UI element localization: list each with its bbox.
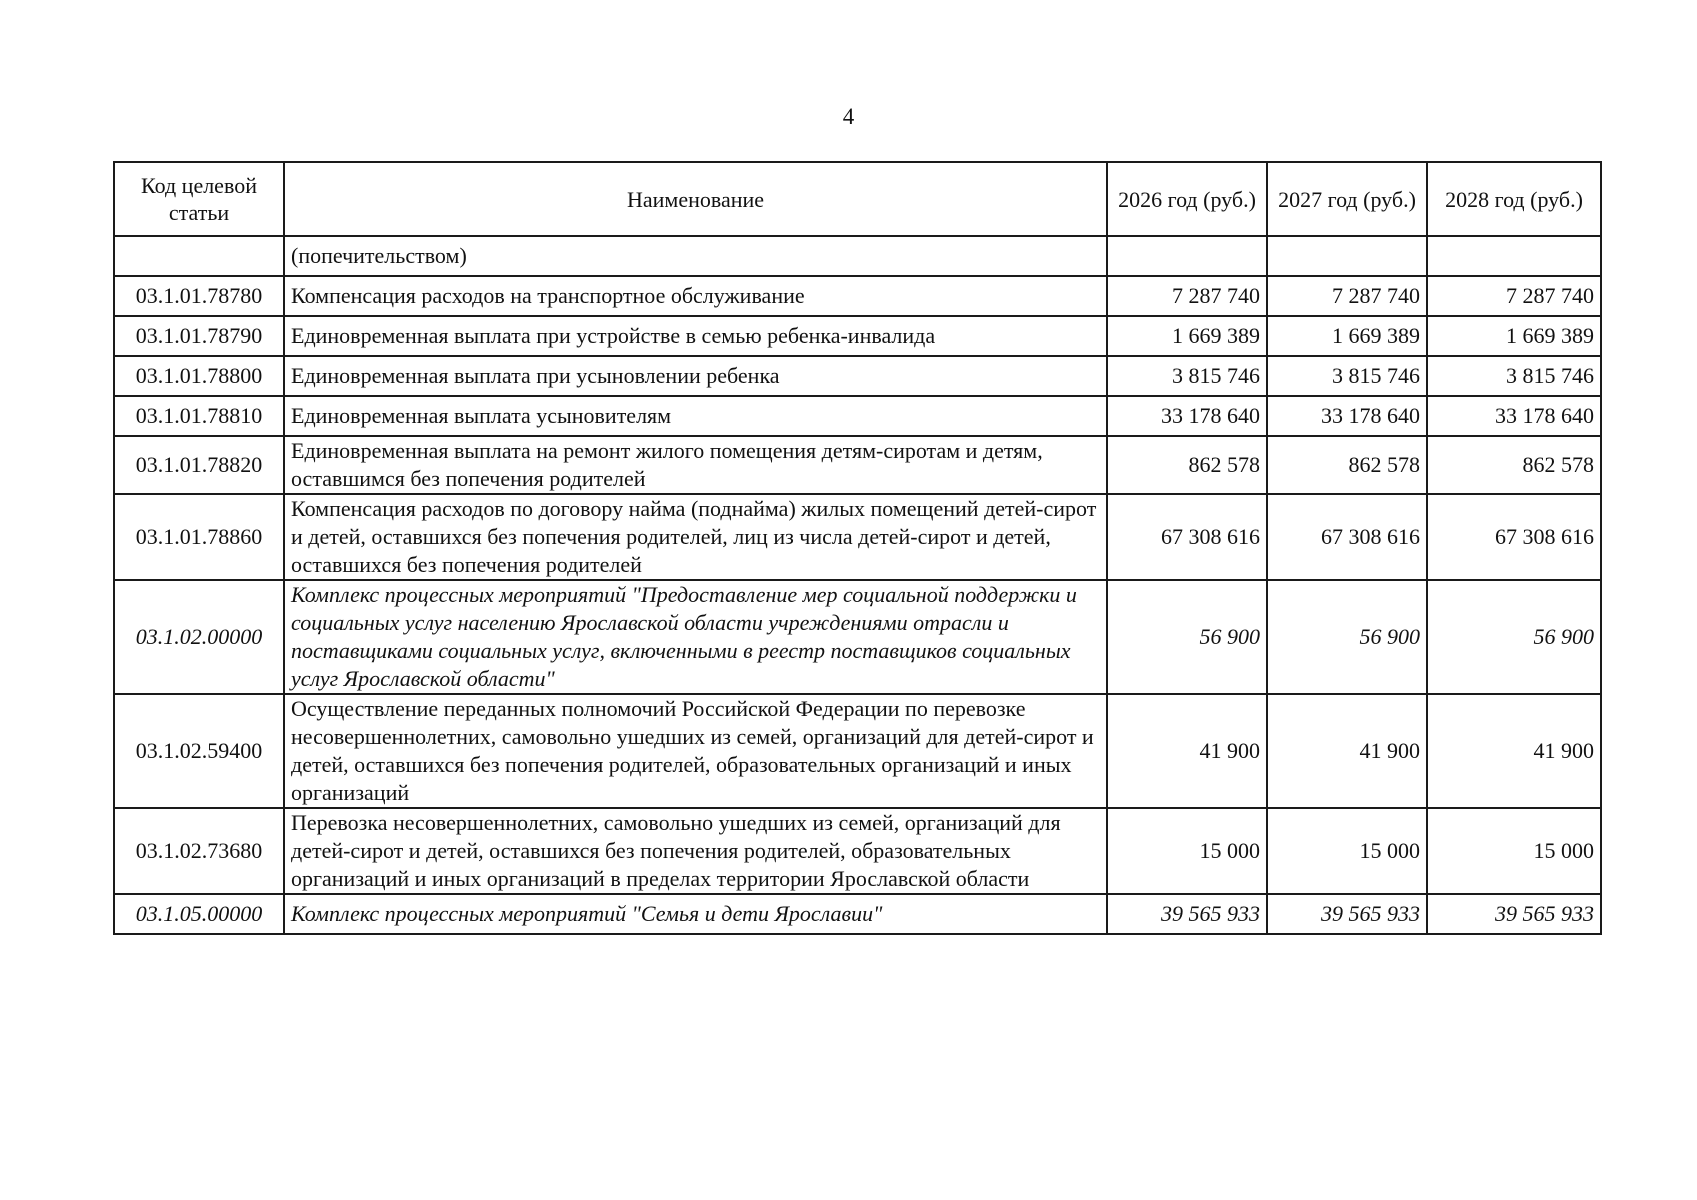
row-name: Компенсация расходов на транспортное обслуживание <box>284 276 1107 316</box>
row-code: 03.1.01.78800 <box>114 356 284 396</box>
row-2027: 1 669 389 <box>1267 316 1427 356</box>
row-name: Комплекс процессных мероприятий "Предоставление мер социальной поддержки и социальных услуг населению Ярославской области учреждениями отрасли и поставщиками социальных услуг, включенными в реестр поставщиков социальных услуг Ярославской области" <box>284 580 1107 694</box>
row-2028: 1 669 389 <box>1427 316 1601 356</box>
row-code: 03.1.05.00000 <box>114 894 284 934</box>
header-code: Код целевой статьи <box>114 162 284 236</box>
row-2027: 862 578 <box>1267 436 1427 494</box>
row-name: Единовременная выплата усыновителям <box>284 396 1107 436</box>
row-2027: 67 308 616 <box>1267 494 1427 580</box>
row-2028: 39 565 933 <box>1427 894 1601 934</box>
table-row <box>114 436 1601 494</box>
header-2026: 2026 год (руб.) <box>1107 162 1267 236</box>
table-row <box>114 494 1601 580</box>
row-code: 03.1.01.78820 <box>114 436 284 494</box>
row-2028: 15 000 <box>1427 808 1601 894</box>
row-code: 03.1.02.00000 <box>114 580 284 694</box>
row-name: Единовременная выплата при усыновлении ребенка <box>284 356 1107 396</box>
row-2026: 67 308 616 <box>1107 494 1267 580</box>
row-code: 03.1.01.78780 <box>114 276 284 316</box>
header-name: Наименование <box>284 162 1107 236</box>
row-2028: 862 578 <box>1427 436 1601 494</box>
table-row <box>114 316 1601 356</box>
row-name: Компенсация расходов по договору найма (поднайма) жилых помещений детей-сирот и детей, оставшихся без попечения родителей, лиц из числа детей-сирот и детей, оставшихся без попечения родителей <box>284 494 1107 580</box>
row-name: Перевозка несовершеннолетних, самовольно ушедших из семей, организаций для детей-сирот и детей, оставшихся без попечения родителей, образовательных организаций и иных организаций в пределах территории Ярославской области <box>284 808 1107 894</box>
row-2027: 33 178 640 <box>1267 396 1427 436</box>
budget-table <box>113 161 1602 935</box>
row-2028: 67 308 616 <box>1427 494 1601 580</box>
row-2027: 7 287 740 <box>1267 276 1427 316</box>
row-code: 03.1.02.59400 <box>114 694 284 808</box>
table-row-program <box>114 580 1601 694</box>
table-row <box>114 236 1601 276</box>
row-2028 <box>1427 236 1601 276</box>
row-name: Единовременная выплата на ремонт жилого помещения детям-сиротам и детям, оставшимся без попечения родителей <box>284 436 1107 494</box>
row-code: 03.1.01.78790 <box>114 316 284 356</box>
table-row <box>114 356 1601 396</box>
row-name: Осуществление переданных полномочий Российской Федерации по перевозке несовершеннолетних, самовольно ушедших из семей, организаций для детей-сирот и детей, оставшихся без попечения родителей, образовательных организаций и иных организаций <box>284 694 1107 808</box>
row-name: (попечительством) <box>284 236 1107 276</box>
row-2026: 33 178 640 <box>1107 396 1267 436</box>
row-2026: 3 815 746 <box>1107 356 1267 396</box>
row-2026: 862 578 <box>1107 436 1267 494</box>
row-2027: 41 900 <box>1267 694 1427 808</box>
row-2026: 41 900 <box>1107 694 1267 808</box>
row-2028: 7 287 740 <box>1427 276 1601 316</box>
row-name: Единовременная выплата при устройстве в семью ребенка-инвалида <box>284 316 1107 356</box>
row-code <box>114 236 284 276</box>
row-2028: 33 178 640 <box>1427 396 1601 436</box>
row-2027: 3 815 746 <box>1267 356 1427 396</box>
row-2027 <box>1267 236 1427 276</box>
row-code: 03.1.01.78810 <box>114 396 284 436</box>
table-row <box>114 694 1601 808</box>
row-2026: 7 287 740 <box>1107 276 1267 316</box>
row-2028: 3 815 746 <box>1427 356 1601 396</box>
header-2027: 2027 год (руб.) <box>1267 162 1427 236</box>
row-2026: 15 000 <box>1107 808 1267 894</box>
row-code: 03.1.02.73680 <box>114 808 284 894</box>
row-code: 03.1.01.78860 <box>114 494 284 580</box>
row-2028: 56 900 <box>1427 580 1601 694</box>
table-row <box>114 276 1601 316</box>
table-row-program <box>114 894 1601 934</box>
table-row <box>114 396 1601 436</box>
row-2026: 1 669 389 <box>1107 316 1267 356</box>
header-2028: 2028 год (руб.) <box>1427 162 1601 236</box>
row-2027: 39 565 933 <box>1267 894 1427 934</box>
header-row <box>114 162 1601 236</box>
row-2028: 41 900 <box>1427 694 1601 808</box>
page-number: 4 <box>842 104 855 129</box>
row-2027: 15 000 <box>1267 808 1427 894</box>
row-2026: 39 565 933 <box>1107 894 1267 934</box>
row-name: Комплекс процессных мероприятий "Семья и дети Ярославии" <box>284 894 1107 934</box>
row-2026: 56 900 <box>1107 580 1267 694</box>
row-2027: 56 900 <box>1267 580 1427 694</box>
table-row <box>114 808 1601 894</box>
row-2026 <box>1107 236 1267 276</box>
